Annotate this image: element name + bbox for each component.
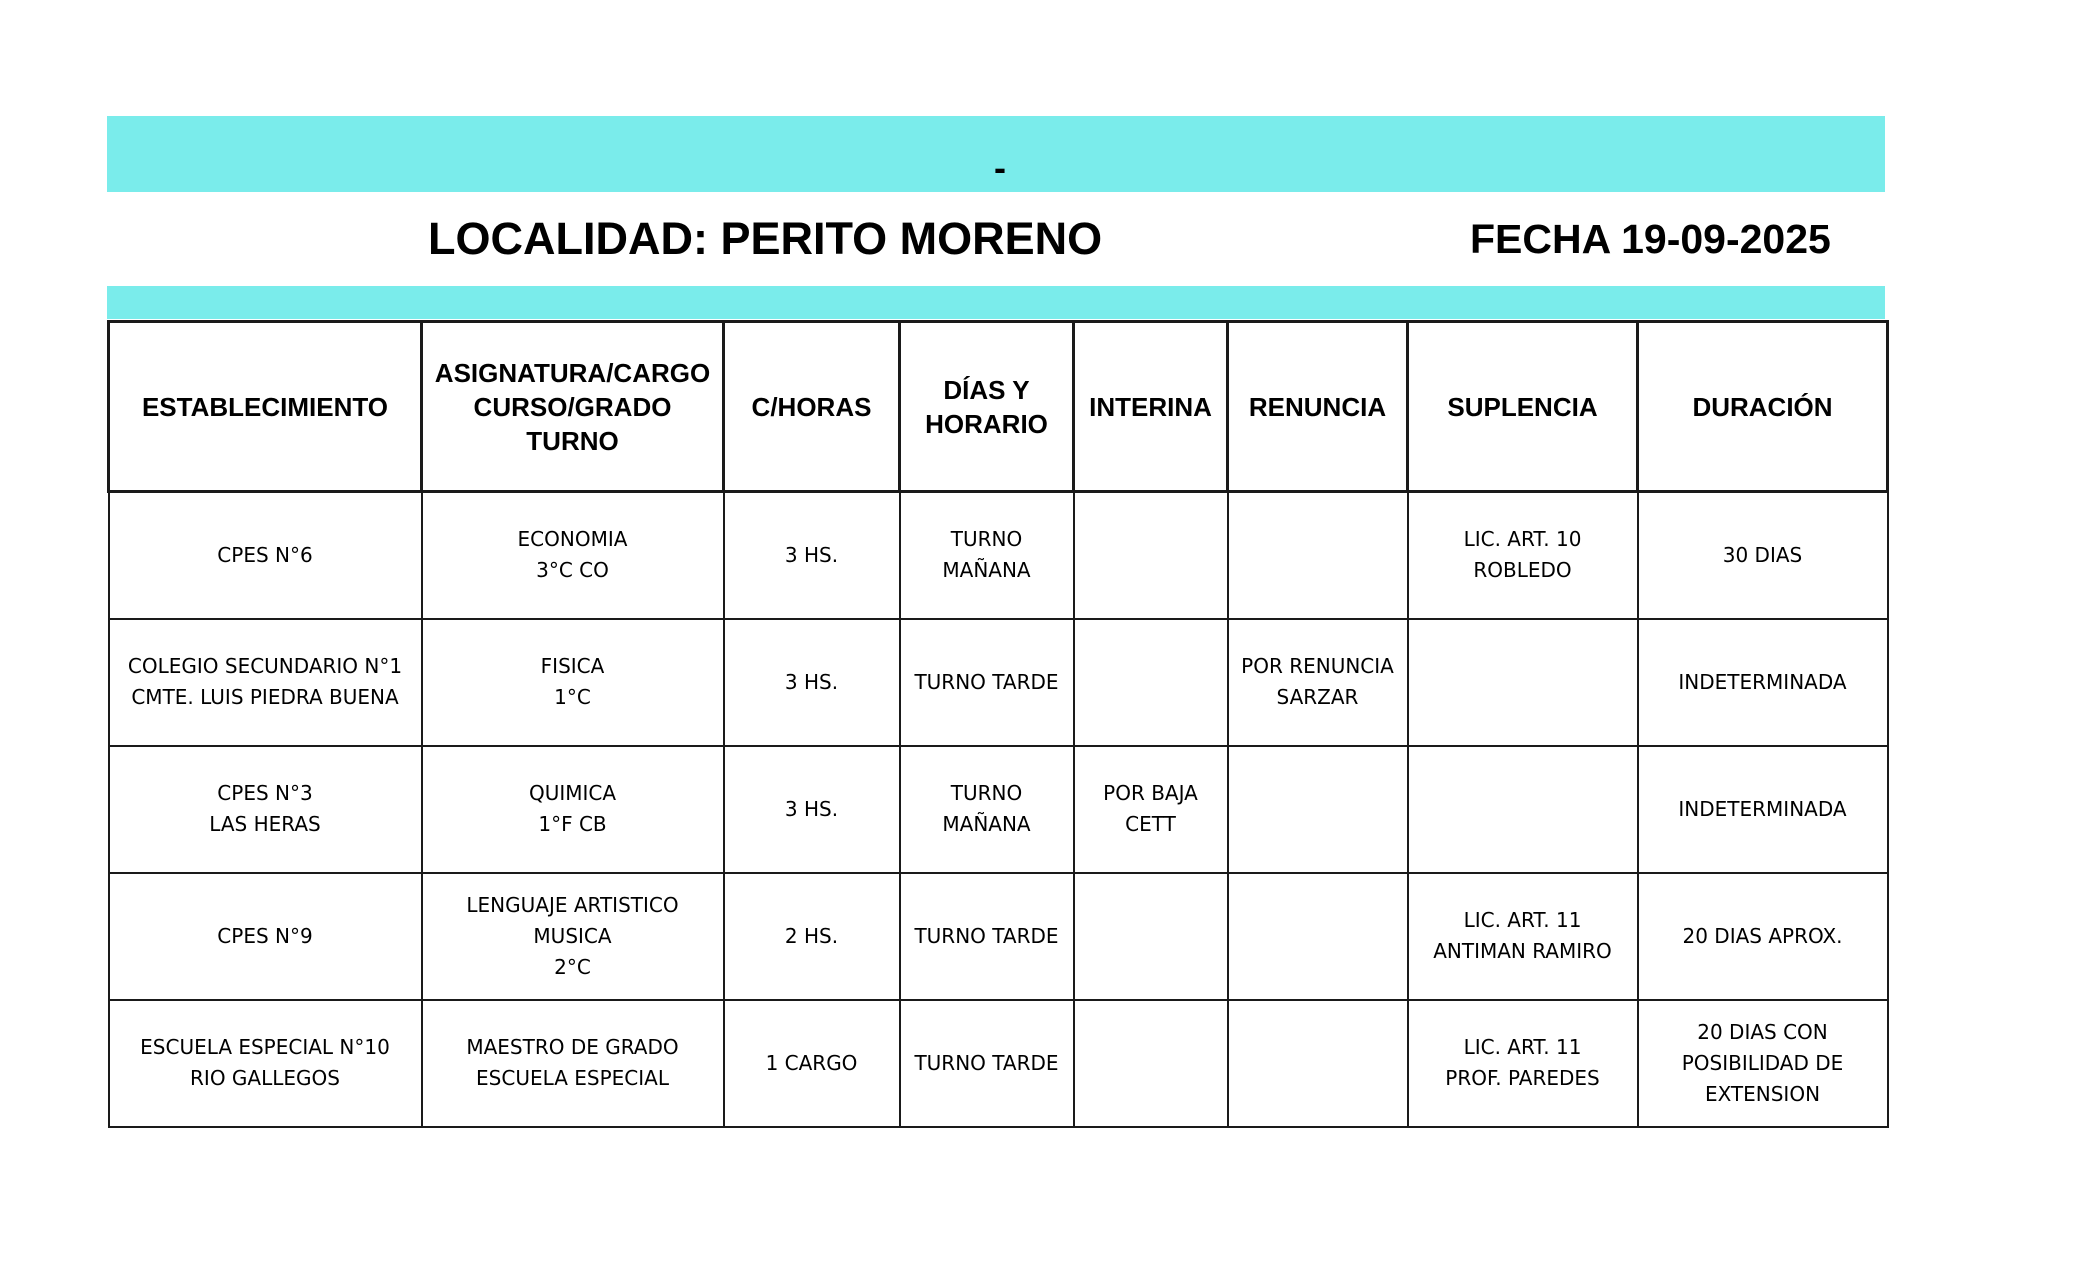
cell-text: 1 CARGO <box>765 1050 858 1075</box>
cell-interina <box>1074 873 1228 1000</box>
cell-asignatura <box>422 1000 724 1127</box>
cell-text: 3°C CO <box>536 558 609 583</box>
cell-renuncia <box>1228 619 1408 746</box>
fecha-label: FECHA 19-09-2025 <box>1470 216 1831 262</box>
col-header-duracion: DURACIÓN <box>1638 322 1888 492</box>
table-body <box>109 492 1888 1127</box>
header-dash: - <box>994 147 1006 188</box>
cell-establecimiento <box>109 619 422 746</box>
table-row <box>109 873 1888 1000</box>
table-row <box>109 1000 1888 1127</box>
cell-text: ANTIMAN RAMIRO <box>1433 939 1612 963</box>
cell-text: INDETERMINADA <box>1678 796 1847 821</box>
cell-asignatura <box>422 619 724 746</box>
col-header-dias-horario: DÍAS Y HORARIO <box>900 322 1074 492</box>
cell-interina <box>1074 619 1228 746</box>
cell-text: COLEGIO SECUNDARIO N°1 <box>127 654 403 678</box>
cell-text: TURNO TARDE <box>914 1050 1059 1075</box>
cell-text: 3 HS. <box>784 542 839 567</box>
cell-text: CPES N°6 <box>217 542 313 567</box>
cell-text: EXTENSION <box>1704 1081 1821 1106</box>
cell-text: 2 HS. <box>784 923 839 948</box>
cell-text: QUIMICA <box>528 781 617 805</box>
col-header-asignatura: ASIGNATURA/CARGO CURSO/GRADO TURNO <box>422 322 724 492</box>
cell-asignatura <box>422 492 724 619</box>
cell-establecimiento <box>109 1000 422 1127</box>
cell-suplencia <box>1408 1000 1638 1127</box>
cell-text: ECONOMIA <box>517 527 628 552</box>
cell-text: RIO GALLEGOS <box>190 1066 340 1090</box>
cell-suplencia <box>1408 746 1638 873</box>
cell-duracion <box>1638 492 1888 619</box>
cell-establecimiento <box>109 492 422 619</box>
cell-renuncia <box>1228 1000 1408 1127</box>
cell-establecimiento <box>109 873 422 1000</box>
cell-interina <box>1074 1000 1228 1127</box>
col-header-establecimiento: ESTABLECIMIENTO <box>109 322 422 492</box>
cell-text: LIC. ART. 11 <box>1463 1035 1582 1059</box>
cell-text: TURNO TARDE <box>914 923 1059 948</box>
cell-horas <box>724 492 900 619</box>
table-header-row <box>109 322 1888 492</box>
col-header-interina: INTERINA <box>1074 322 1228 492</box>
cell-duracion <box>1638 873 1888 1000</box>
cell-suplencia <box>1408 492 1638 619</box>
cell-dias-horario <box>900 492 1074 619</box>
cell-text: 1°F CB <box>538 812 607 836</box>
cell-asignatura <box>422 873 724 1000</box>
cell-text: LAS HERAS <box>209 812 321 836</box>
cell-establecimiento <box>109 746 422 873</box>
cell-horas <box>724 619 900 746</box>
cell-text: CMTE. LUIS PIEDRA BUENA <box>131 685 399 709</box>
cell-text: PROF. PAREDES <box>1445 1066 1600 1090</box>
cell-text: 1°C <box>554 685 591 709</box>
cell-text: SARZAR <box>1276 685 1359 709</box>
cell-text: 3 HS. <box>784 669 839 694</box>
col-header-horas: C/HORAS <box>724 322 900 492</box>
cell-dias-horario <box>900 619 1074 746</box>
cell-text: CPES N°9 <box>217 923 313 948</box>
cell-duracion <box>1638 619 1888 746</box>
localidad-title: LOCALIDAD: PERITO MORENO <box>428 213 1103 264</box>
cell-renuncia <box>1228 492 1408 619</box>
cell-text: POR RENUNCIA <box>1241 654 1394 678</box>
cell-text: 20 DIAS CON <box>1697 1019 1828 1044</box>
cell-text: POR BAJA CETT <box>1103 781 1198 836</box>
cell-text: ESCUELA ESPECIAL N°10 <box>140 1035 390 1059</box>
cell-text: ESCUELA ESPECIAL <box>476 1066 669 1090</box>
cell-suplencia <box>1408 873 1638 1000</box>
cell-dias-horario <box>900 1000 1074 1127</box>
cell-interina <box>1074 746 1228 873</box>
cell-renuncia <box>1228 873 1408 1000</box>
col-header-renuncia: RENUNCIA <box>1228 322 1408 492</box>
table-row <box>109 746 1888 873</box>
cell-text: CPES N°3 <box>217 781 313 805</box>
cell-text: LIC. ART. 11 <box>1463 908 1582 932</box>
cell-text: TURNO MAÑANA <box>942 527 1031 583</box>
cell-text: TURNO TARDE <box>914 669 1059 694</box>
cell-horas <box>724 873 900 1000</box>
cell-text: 3 HS. <box>784 796 839 821</box>
cell-asignatura <box>422 746 724 873</box>
cell-duracion <box>1638 1000 1888 1127</box>
table-row <box>109 492 1888 619</box>
cell-text: ROBLEDO <box>1473 558 1572 583</box>
cell-horas <box>724 1000 900 1127</box>
cell-text: 20 DIAS APROX. <box>1682 923 1843 948</box>
cell-suplencia <box>1408 619 1638 746</box>
cell-dias-horario <box>900 746 1074 873</box>
cell-duracion <box>1638 746 1888 873</box>
cell-text: POSIBILIDAD DE <box>1681 1050 1844 1075</box>
cell-text: LIC. ART. 10 <box>1463 527 1582 552</box>
cell-text: INDETERMINADA <box>1678 669 1847 694</box>
cell-renuncia <box>1228 746 1408 873</box>
table-row <box>109 619 1888 746</box>
cell-horas <box>724 746 900 873</box>
cell-text: 30 DIAS <box>1722 542 1803 567</box>
cell-text: LENGUAJE ARTISTICO MUSICA <box>466 892 679 948</box>
vacancies-table <box>107 320 1889 1128</box>
cell-dias-horario <box>900 873 1074 1000</box>
cell-text: TURNO MAÑANA <box>942 781 1031 836</box>
cell-text: 2°C <box>554 954 591 979</box>
cell-text: MAESTRO DE GRADO <box>466 1035 679 1059</box>
header-band-bottom <box>107 286 1885 319</box>
cell-text: FISICA <box>540 654 605 678</box>
col-header-suplencia: SUPLENCIA <box>1408 322 1638 492</box>
cell-interina <box>1074 492 1228 619</box>
